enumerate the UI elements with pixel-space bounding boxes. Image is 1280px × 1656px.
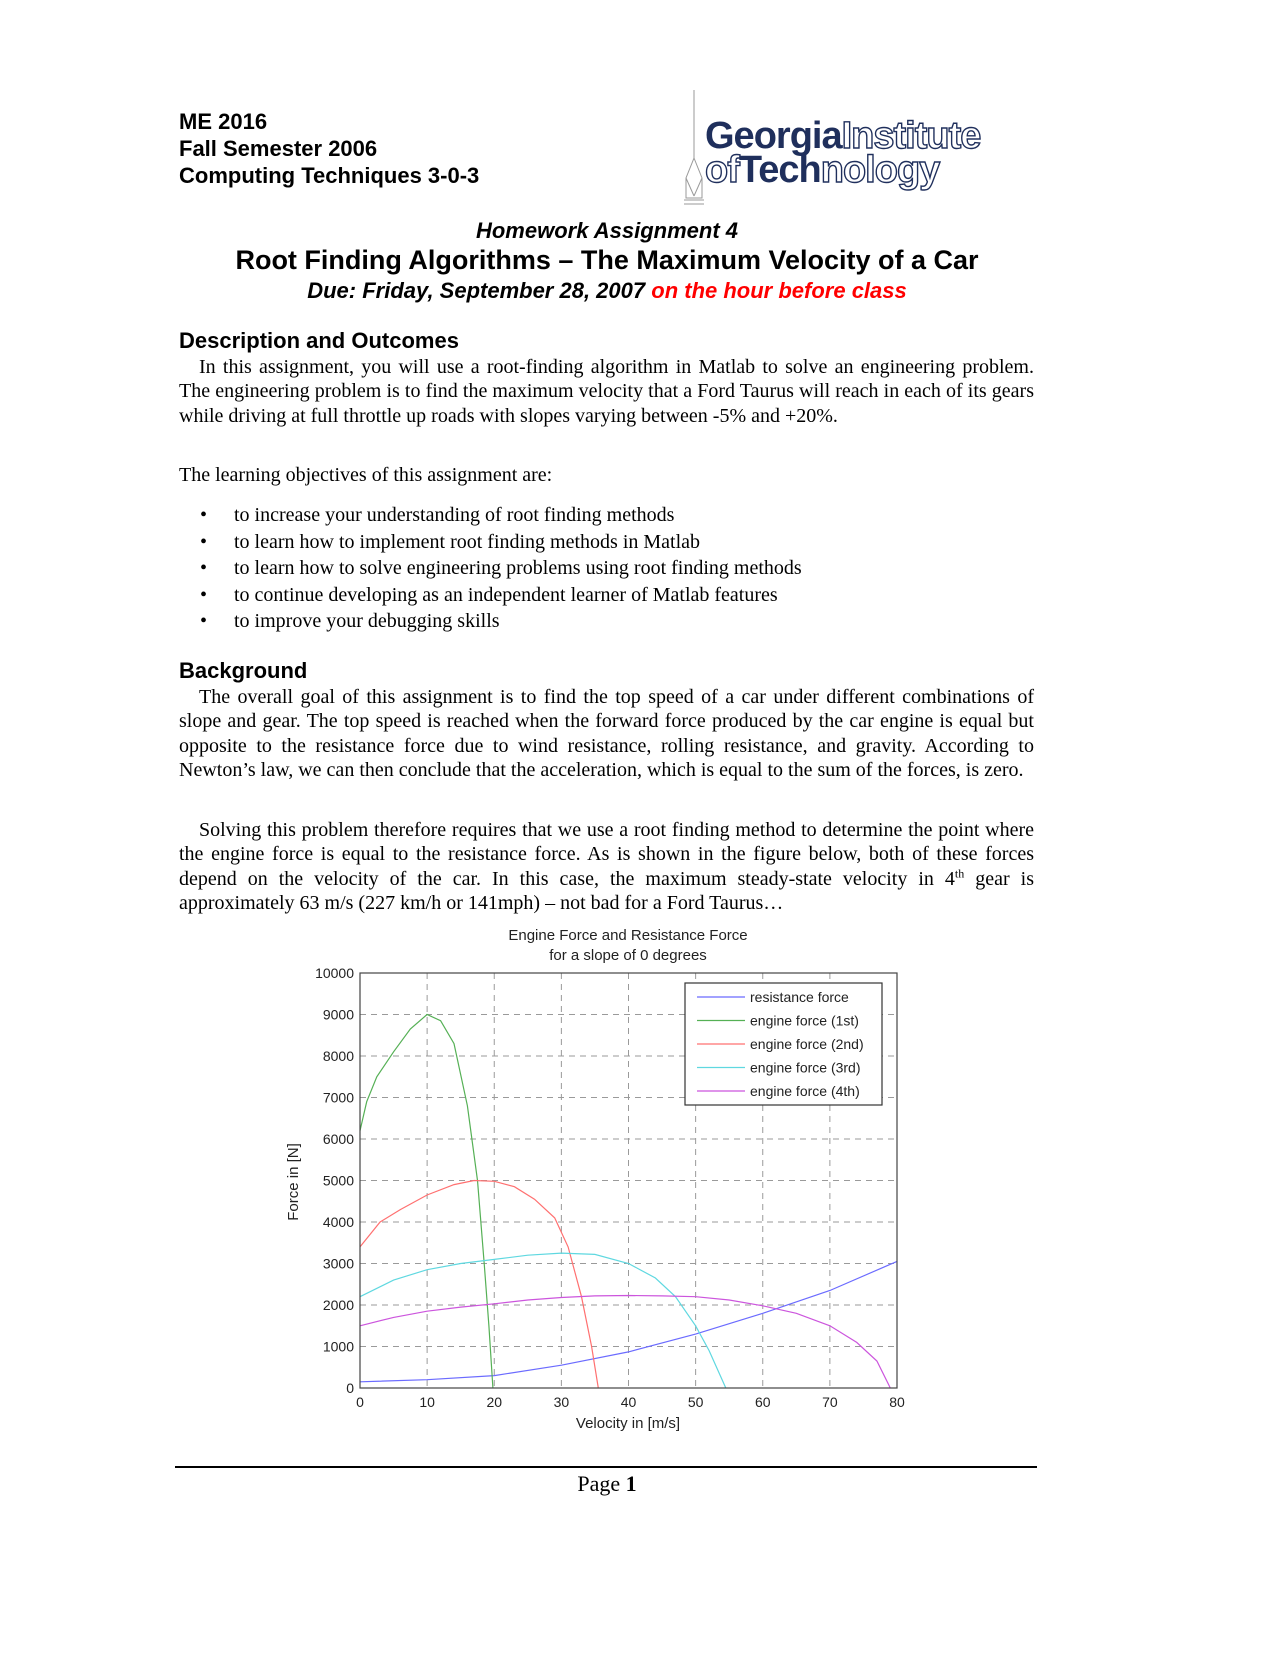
course-header	[179, 108, 479, 189]
page-number: Page 1	[577, 1471, 637, 1496]
page-title: Root Finding Algorithms – The Maximum Velocity of a Car	[235, 245, 979, 275]
y-tick-label: 3000	[322, 1255, 354, 1272]
x-tick-label: 50	[687, 1394, 704, 1410]
list-item: • to learn how to implement root finding methods in Matlab	[200, 529, 802, 556]
legend-label: engine force (3rd)	[750, 1059, 861, 1076]
list-item: • to continue developing as an independent learner of Matlab features	[200, 582, 802, 609]
force-velocity-chart	[270, 920, 930, 1440]
legend-label: resistance force	[750, 989, 849, 1005]
objectives-list	[200, 502, 802, 635]
bullet-icon: •	[200, 583, 208, 606]
x-tick-label: 60	[754, 1394, 771, 1410]
series-line	[360, 1296, 890, 1389]
series-line	[360, 1015, 493, 1389]
legend-label: engine force (4th)	[750, 1083, 860, 1099]
bullet-icon: •	[200, 610, 208, 632]
course-semester: Fall Semester 2006	[179, 136, 378, 161]
series-line	[360, 1181, 598, 1389]
logo-line-2: ofTechnology	[705, 149, 940, 191]
background-paragraph-1: The overall goal of this assignment is to find the top speed of a car under different combinations of slope and gear. The top speed is reached when the forward force produced by the car engine is equal but opposite to the resistance force due to wind resistance, rolling resistance, and gravity. According to Newton’s law, we can then conclude that the acceleration, which is equal to the sum of the forces, is zero.	[179, 686, 1034, 782]
x-tick-label: 70	[822, 1394, 838, 1410]
x-tick-label: 40	[620, 1394, 637, 1410]
course-code: ME 2016	[179, 109, 268, 134]
x-tick-label: 80	[889, 1394, 905, 1410]
y-tick-label: 7000	[322, 1089, 354, 1106]
y-tick-label: 4000	[322, 1214, 354, 1230]
footer-divider	[175, 1466, 1037, 1468]
bullet-icon: •	[200, 504, 208, 526]
y-tick-label: 1000	[322, 1338, 354, 1355]
bullet-icon: •	[200, 557, 208, 579]
x-tick-label: 10	[419, 1394, 435, 1410]
y-tick-label: 10000	[315, 965, 354, 981]
background-paragraph-2: Solving this problem therefore requires that we use a root finding method to determine the point where the engine force is equal to the resistance force. As is shown in the figure below, both of these forces depend on the velocity of the car. In this case, the maximum steady-state velocity in 4th gear is approximately 63 m/s (227 km/h or 141mph) – not bad for a Ford Taurus…	[179, 819, 1034, 915]
list-item: • to learn how to solve engineering problems using root finding methods	[200, 555, 802, 582]
georgia-tech-logo	[680, 88, 1040, 210]
due-date: Due: Friday, September 28, 2007 on the hour before class	[307, 278, 907, 303]
section-heading-description: Description and Outcomes	[179, 328, 459, 353]
list-item: • to improve your debugging skills	[200, 608, 802, 635]
y-axis-label: Force in [N]	[285, 1143, 302, 1221]
list-item: • to increase your understanding of root finding methods	[200, 502, 802, 529]
chart-legend	[685, 983, 882, 1105]
section-heading-background: Background	[179, 658, 308, 683]
x-tick-label: 0	[356, 1394, 364, 1410]
due-time-note: on the hour before class	[651, 278, 907, 303]
chart-title: Engine Force and Resistance Force	[508, 927, 748, 944]
y-tick-label: 8000	[322, 1048, 354, 1064]
x-axis-label: Velocity in [m/s]	[575, 1415, 681, 1432]
y-tick-label: 5000	[322, 1172, 354, 1189]
bullet-icon: •	[200, 530, 208, 553]
y-tick-label: 0	[346, 1380, 354, 1396]
y-tick-label: 9000	[322, 1006, 354, 1023]
y-tick-label: 2000	[322, 1297, 354, 1313]
tech-tower-spire-icon	[683, 88, 705, 208]
description-paragraph: In this assignment, you will use a root-finding algorithm in Matlab to solve an engineering problem. The engineering problem is to find the maximum velocity that a Ford Taurus will reach in each of its gears while driving at full throttle up roads with slopes varying between -5% and +20%.	[179, 356, 1034, 427]
objectives-intro: The learning objectives of this assignment are:	[179, 464, 553, 486]
legend-label: engine force (1st)	[750, 1012, 859, 1029]
assignment-label: Homework Assignment 4	[475, 218, 739, 243]
logo-line-1: GeorgiaInstitute	[705, 115, 981, 157]
legend-label: engine force (2nd)	[750, 1036, 864, 1052]
course-name: Computing Techniques 3-0-3	[179, 163, 480, 188]
chart-subtitle: for a slope of 0 degrees	[549, 947, 707, 964]
y-tick-label: 6000	[322, 1131, 354, 1147]
line-chart	[270, 920, 930, 1440]
x-tick-label: 30	[553, 1394, 570, 1410]
x-tick-label: 20	[486, 1394, 503, 1410]
